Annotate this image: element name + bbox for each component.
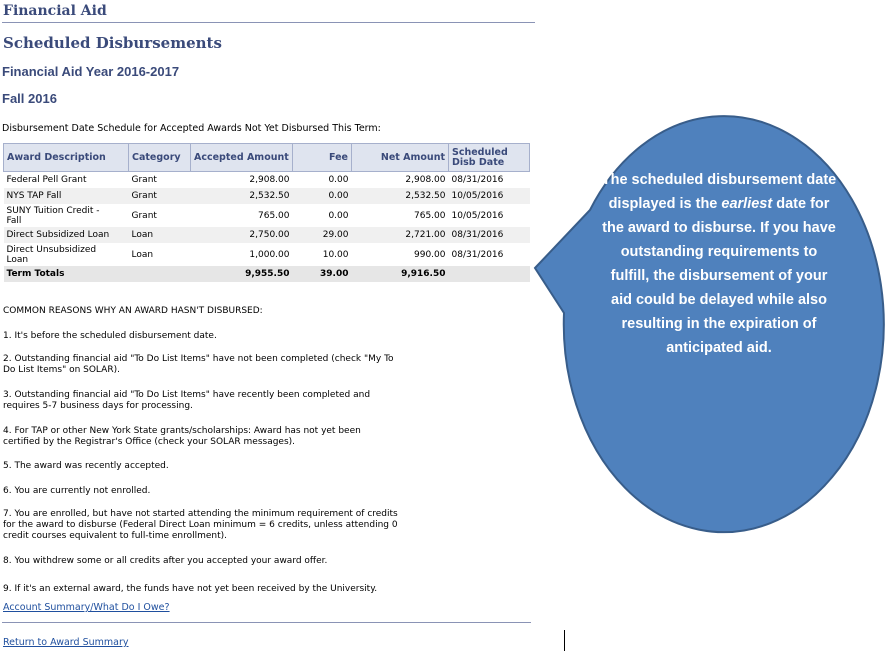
text-cursor: [564, 630, 565, 651]
schedule-caption: Disbursement Date Schedule for Accepted Awards Not Yet Disbursed This Term:: [2, 123, 381, 134]
disbursement-table: [3, 143, 530, 282]
col-sched-line2: Disb Date: [452, 156, 505, 168]
net-amount: 990.00: [414, 249, 446, 260]
header-divider: [2, 22, 535, 23]
accepted-amount: 2,532.50: [191, 188, 293, 204]
col-accepted-amount: Accepted Amount: [191, 144, 293, 172]
net-amount: 765.00: [414, 210, 446, 221]
award-description-line2: Fall: [6, 215, 22, 226]
award-category: Grant: [131, 210, 157, 221]
reason-9: 9. If it's an external award, the funds have not yet been received by the University.: [3, 584, 378, 594]
table-header-row: [4, 144, 530, 172]
totals-date-empty: [449, 266, 530, 282]
reason-3-line1: 3. Outstanding financial aid "To Do List Items" have recently been completed and: [3, 390, 371, 400]
table-row: [4, 204, 530, 227]
accepted-amount: 1,000.00: [249, 249, 290, 260]
totals-row: [4, 266, 530, 282]
award-description: Direct Subsidized Loan: [4, 227, 129, 243]
reason-2-line2: Do List Items" on SOLAR).: [3, 365, 120, 375]
term-heading: Fall 2016: [2, 91, 57, 106]
totals-fee: 39.00: [293, 266, 352, 282]
callout-text-part2: date for the award to disburse. If you have outstanding requirements to fulfill, the disbursement of your aid could be delayed while also resulting in the expiration of anticipated aid.: [602, 196, 836, 356]
return-to-award-summary-link[interactable]: Return to Award Summary: [3, 637, 129, 648]
callout-emphasis: earliest: [721, 196, 773, 212]
table-row: [4, 188, 530, 204]
col-scheduled-disb-date: [449, 144, 530, 172]
totals-label: Term Totals: [4, 266, 129, 282]
award-description: Federal Pell Grant: [6, 175, 87, 185]
disb-date: 10/05/2016: [451, 210, 504, 221]
reason-4-line1: 4. For TAP or other New York State grants/scholarships: Award has not yet been: [3, 426, 361, 436]
reason-1: 1. It's before the scheduled disbursement date.: [3, 331, 217, 341]
col-sched-line1: Scheduled: [452, 146, 508, 158]
reason-7-line3: credit courses equivalent to full-time enrollment).: [3, 531, 228, 541]
footer-divider: [2, 622, 531, 623]
net-amount: 2,532.50: [352, 188, 449, 204]
reason-7-line1: 7. You are enrolled, but have not started attending the minimum requirement of credits: [3, 509, 398, 519]
totals-accepted: 9,955.50: [191, 266, 293, 282]
disb-date: 08/31/2016: [451, 175, 504, 185]
callout-text-part1: The scheduled disbursement date displayed is the: [601, 172, 837, 212]
accepted-amount: 2,750.00: [191, 227, 293, 243]
award-description-line1: Direct Unsubsidized: [6, 244, 97, 255]
fee-amount: 10.00: [322, 249, 349, 260]
award-description: NYS TAP Fall: [4, 188, 129, 204]
disb-date: 08/31/2016: [449, 227, 530, 243]
accepted-amount: 2,908.00: [249, 175, 290, 185]
reason-6: 6. You are currently not enrolled.: [3, 486, 151, 496]
accepted-amount: 765.00: [258, 210, 290, 221]
reasons-heading: COMMON REASONS WHY AN AWARD HASN'T DISBURSED:: [3, 306, 263, 316]
reason-4-line2: certified by the Registrar's Office (check your SOLAR messages).: [3, 437, 296, 447]
award-category: Loan: [131, 249, 154, 260]
col-category: Category: [129, 144, 191, 172]
table-row: [4, 172, 530, 189]
award-description: [4, 204, 129, 227]
totals-category-empty: [129, 266, 191, 282]
award-description-line1: SUNY Tuition Credit -: [6, 205, 100, 216]
reason-7-line2: for the award to disburse (Federal Direct Loan minimum = 6 credits, unless attending 0: [3, 520, 398, 530]
aid-year-heading: Financial Aid Year 2016-2017: [2, 64, 180, 79]
award-description: [4, 243, 129, 266]
app-title: Financial Aid: [3, 3, 107, 19]
net-amount: 2,721.00: [352, 227, 449, 243]
col-fee: Fee: [293, 144, 352, 172]
award-category: Grant: [131, 175, 157, 185]
disb-date: 08/31/2016: [451, 249, 504, 260]
col-award-description: Award Description: [4, 144, 129, 172]
reason-5: 5. The award was recently accepted.: [3, 461, 169, 471]
callout-text: [600, 168, 838, 360]
page-title: Scheduled Disbursements: [3, 34, 222, 52]
table-row: [4, 243, 530, 266]
col-net-amount: Net Amount: [352, 144, 449, 172]
account-summary-link[interactable]: Account Summary/What Do I Owe?: [3, 602, 170, 613]
fee-amount: 0.00: [328, 175, 349, 185]
award-description-line2: Loan: [6, 254, 29, 265]
table-row: [4, 227, 530, 243]
fee-amount: 29.00: [293, 227, 352, 243]
totals-net: 9,916.50: [352, 266, 449, 282]
fee-amount: 0.00: [293, 188, 352, 204]
award-category: Grant: [129, 188, 191, 204]
award-category: Loan: [129, 227, 191, 243]
reason-3-line2: requires 5-7 business days for processing.: [3, 401, 193, 411]
reason-2-line1: 2. Outstanding financial aid "To Do List Items" have not been completed (check "My To: [3, 354, 394, 364]
disb-date: 10/05/2016: [449, 188, 530, 204]
reason-8: 8. You withdrew some or all credits after you accepted your award offer.: [3, 556, 328, 566]
fee-amount: 0.00: [328, 210, 349, 221]
net-amount: 2,908.00: [405, 175, 446, 185]
